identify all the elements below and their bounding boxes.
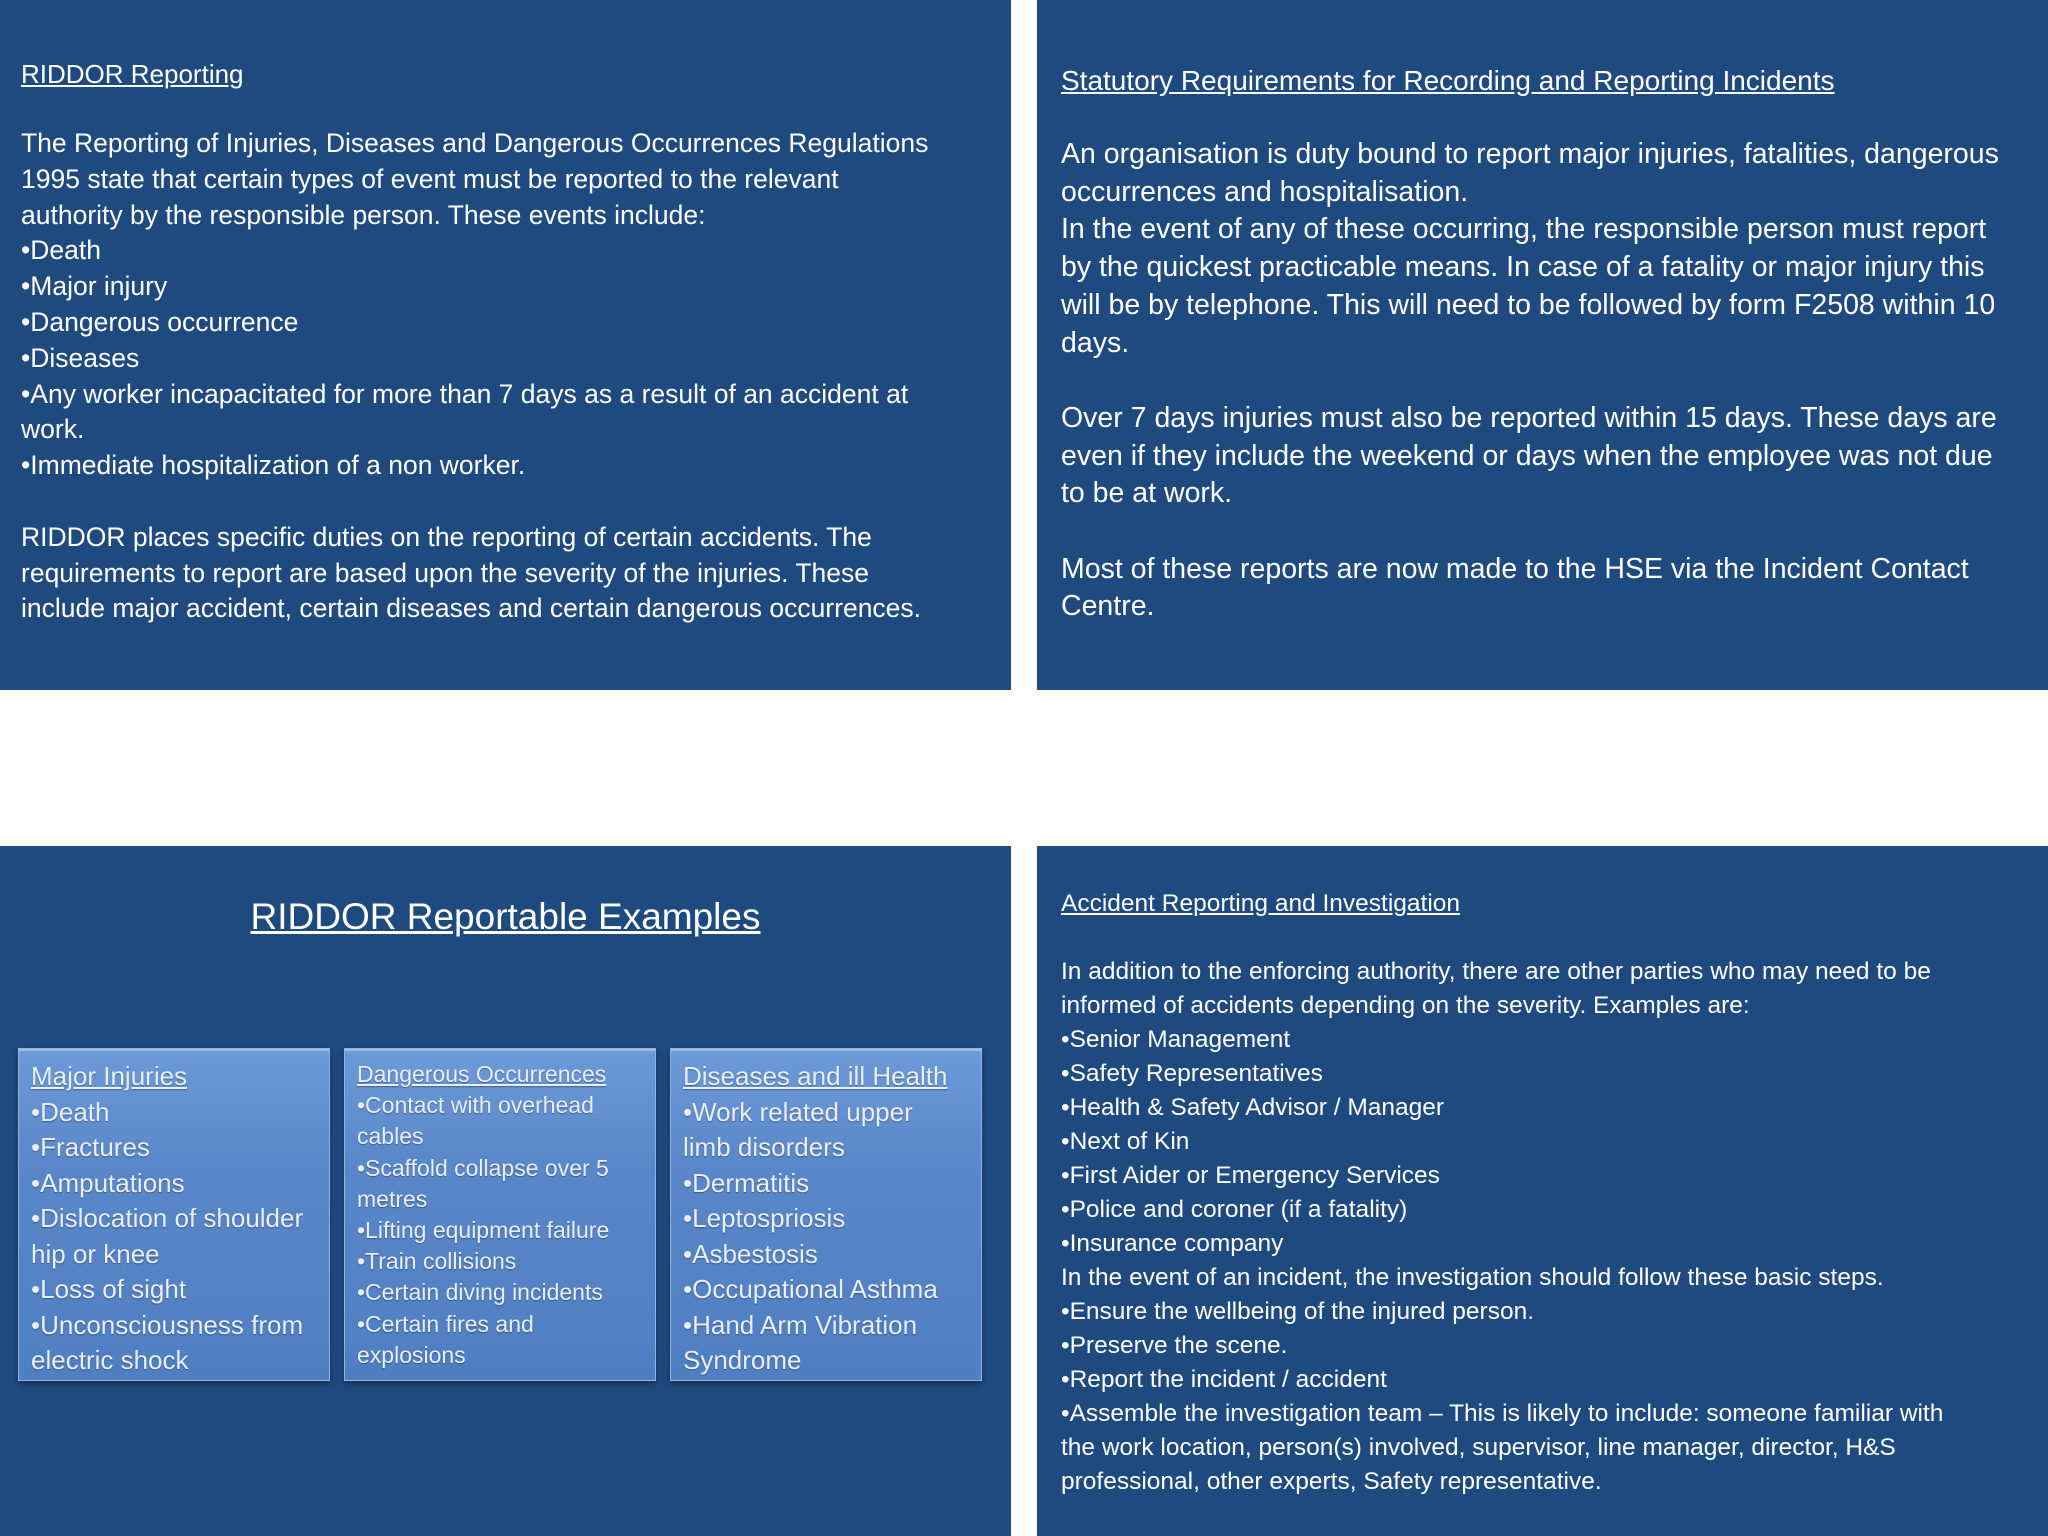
paragraph-gap (1061, 362, 2048, 400)
box-list (357, 1090, 655, 1371)
box-major-injuries (18, 1048, 330, 1381)
list-item: •First Aider or Emergency Services (1061, 1162, 1440, 1189)
list-item: •Unconsciousness from (31, 1309, 304, 1340)
list-item: electric shock (31, 1345, 189, 1375)
slide-title: RIDDOR Reportable Examples (250, 896, 761, 937)
slide-accident-reporting (1037, 846, 2048, 1536)
list-item: •Diseases (21, 342, 140, 373)
list-item: work. (21, 414, 85, 445)
box-list (31, 1095, 329, 1379)
text-line: In the event of any of these occurring, the responsible person must report (1061, 213, 1987, 246)
list-item: •Safety Representatives (1061, 1060, 1323, 1087)
list-item: •Loss of sight (31, 1274, 187, 1304)
text-line: In the event of an incident, the investigation should follow these basic steps. (1061, 1264, 1884, 1291)
paragraph-gap (1061, 513, 2048, 551)
text-line: Most of these reports are now made to the HSE via the Incident Contact (1061, 552, 1969, 585)
slide-body (21, 126, 1011, 627)
list-item: •Insurance company (1061, 1230, 1284, 1257)
list-item: hip or knee (31, 1238, 160, 1269)
list-item: •Preserve the scene. (1061, 1332, 1288, 1359)
box-heading: Dangerous Occurrences (357, 1061, 607, 1087)
box-heading: Diseases and ill Health (683, 1061, 948, 1091)
list-item: •Assemble the investigation team – This is likely to include: someone familiar with (1061, 1400, 1944, 1427)
list-item: limb disorders (683, 1132, 845, 1162)
slide-statutory-requirements (1037, 0, 2048, 690)
list-item: •Report the incident / accident (1061, 1366, 1387, 1393)
list-item: •Amputations (31, 1167, 185, 1198)
text-line: by the quickest practicable means. In case of a fatality or major injury this (1061, 251, 1985, 284)
slide-riddor-reporting (0, 0, 1011, 690)
list-item: •Asbestosis (683, 1238, 818, 1269)
text-line: requirements to report are based upon the severity of the injuries. These (21, 557, 869, 588)
box-diseases-ill-health (670, 1048, 982, 1381)
list-item: •Lifting equipment failure (357, 1217, 610, 1244)
list-item: •Ensure the wellbeing of the injured person. (1061, 1298, 1535, 1325)
slide-title: Statutory Requirements for Recording and Reporting Incidents (1061, 65, 1835, 96)
list-item: •Immediate hospitalization of a non worker. (21, 450, 526, 481)
text-line: professional, other experts, Safety representative. (1061, 1468, 1602, 1495)
list-item: •Fractures (31, 1132, 150, 1162)
list-item: •Next of Kin (1061, 1128, 1190, 1155)
list-item: •Work related upper (683, 1096, 913, 1127)
text-line: The Reporting of Injuries, Diseases and Dangerous Occurrences Regulations (21, 128, 929, 158)
list-item: •Police and coroner (if a fatality) (1061, 1196, 1408, 1223)
list-item: •Death (21, 235, 101, 266)
list-item: •Dangerous occurrence (21, 306, 299, 337)
paragraph-gap (21, 484, 1011, 520)
text-line: even if they include the weekend or days when the employee was not due (1061, 439, 1993, 472)
text-line: Centre. (1061, 590, 1155, 623)
slide-reportable-examples (0, 846, 1011, 1536)
list-item: •Certain fires and (357, 1310, 534, 1337)
text-line: include major accident, certain diseases and certain dangerous occurrences. (21, 593, 922, 624)
list-item: •Senior Management (1061, 1026, 1291, 1053)
text-line: to be at work. (1061, 477, 1233, 510)
list-item: •Dermatitis (683, 1167, 810, 1198)
list-item: •Leptospriosis (683, 1203, 846, 1233)
text-line: authority by the responsible person. These events include: (21, 199, 706, 230)
text-line: 1995 state that certain types of event must be reported to the relevant (21, 163, 839, 194)
box-heading: Major Injuries (31, 1061, 188, 1091)
slide-title: RIDDOR Reporting (21, 59, 244, 89)
slide-body (1061, 955, 2048, 1499)
list-item: Syndrome (683, 1345, 802, 1375)
box-list (683, 1095, 981, 1379)
list-item: •Health & Safety Advisor / Manager (1061, 1094, 1445, 1121)
list-item: •Major injury (21, 271, 168, 302)
text-line: Over 7 days injuries must also be reported within 15 days. These days are (1061, 401, 1997, 434)
text-line: will be by telephone. This will need to be followed by form F2508 within 10 (1061, 288, 1996, 321)
box-dangerous-occurrences (344, 1048, 656, 1381)
list-item: •Any worker incapacitated for more than 7 days as a result of an accident at (21, 378, 909, 409)
list-item: •Contact with overhead (357, 1092, 594, 1119)
list-item: •Hand Arm Vibration (683, 1309, 918, 1340)
list-item: •Dislocation of shoulder (31, 1203, 304, 1233)
text-line: days. (1061, 326, 1130, 359)
list-item: •Certain diving incidents (357, 1279, 603, 1306)
list-item: •Scaffold collapse over 5 (357, 1154, 609, 1181)
text-line: An organisation is duty bound to report major injuries, fatalities, dangerous (1061, 138, 1999, 170)
list-item: •Train collisions (357, 1248, 517, 1275)
text-line: informed of accidents depending on the severity. Examples are: (1061, 992, 1750, 1019)
text-line: occurrences and hospitalisation. (1061, 175, 1469, 208)
slide-body (1061, 136, 2048, 626)
list-item: •Death (31, 1096, 110, 1127)
slide-title: Accident Reporting and Investigation (1061, 890, 1461, 917)
list-item: explosions (357, 1341, 466, 1368)
text-line: RIDDOR places specific duties on the reporting of certain accidents. The (21, 521, 872, 552)
list-item: metres (357, 1185, 428, 1212)
list-item: cables (357, 1123, 424, 1150)
list-item: •Occupational Asthma (683, 1274, 938, 1304)
text-line: the work location, person(s) involved, supervisor, line manager, director, H&S (1061, 1434, 1896, 1461)
text-line: In addition to the enforcing authority, there are other parties who may need to be (1061, 958, 1931, 985)
